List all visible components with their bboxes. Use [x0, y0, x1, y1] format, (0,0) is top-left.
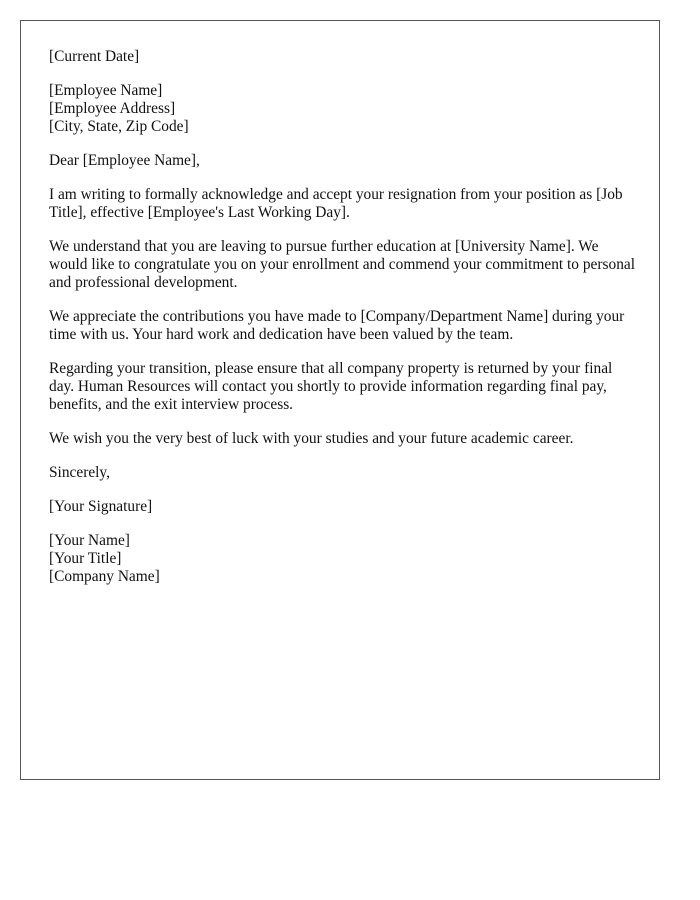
- recipient-name: [Employee Name]: [49, 82, 163, 99]
- paragraph-resignation-acceptance: I am writing to formally acknowledge and accept your resignation from your position as [Job Title], effective [Employee's Last Working Day].: [49, 186, 623, 221]
- paragraph-education: We understand that you are leaving to pursue further education at [University Name]. We would like to congratulate you on your enrollment and commend your commitment to personal and professional development.: [49, 238, 635, 291]
- letter-body: [49, 48, 639, 602]
- sender-block: [49, 532, 639, 586]
- paragraph-appreciation: We appreciate the contributions you have made to [Company/Department Name] during your time with us. Your hard work and dedication have been valued by the team.: [49, 308, 625, 343]
- date-block: [49, 48, 639, 66]
- paragraph-transition: Regarding your transition, please ensure that all company property is returned by your final day. Human Resources will contact you shortly to provide information regarding final pay, benefits, and the exit interview process.: [49, 360, 613, 413]
- sender-company: [Company Name]: [49, 568, 160, 585]
- current-date: [Current Date]: [49, 48, 140, 65]
- paragraph-good-wishes: We wish you the very best of luck with your studies and your future academic career.: [49, 430, 574, 447]
- sender-name: [Your Name]: [49, 532, 130, 549]
- signature: [Your Signature]: [49, 498, 153, 515]
- closing-block: [49, 464, 639, 482]
- salutation: Dear [Employee Name],: [49, 152, 200, 169]
- recipient-city-state-zip: [City, State, Zip Code]: [49, 118, 189, 135]
- sender-title: [Your Title]: [49, 550, 122, 567]
- salutation-block: [49, 152, 639, 170]
- letter-page: [20, 20, 660, 780]
- closing: Sincerely,: [49, 464, 110, 481]
- recipient-address-block: [49, 82, 639, 136]
- signature-block: [49, 498, 639, 516]
- recipient-address: [Employee Address]: [49, 100, 176, 117]
